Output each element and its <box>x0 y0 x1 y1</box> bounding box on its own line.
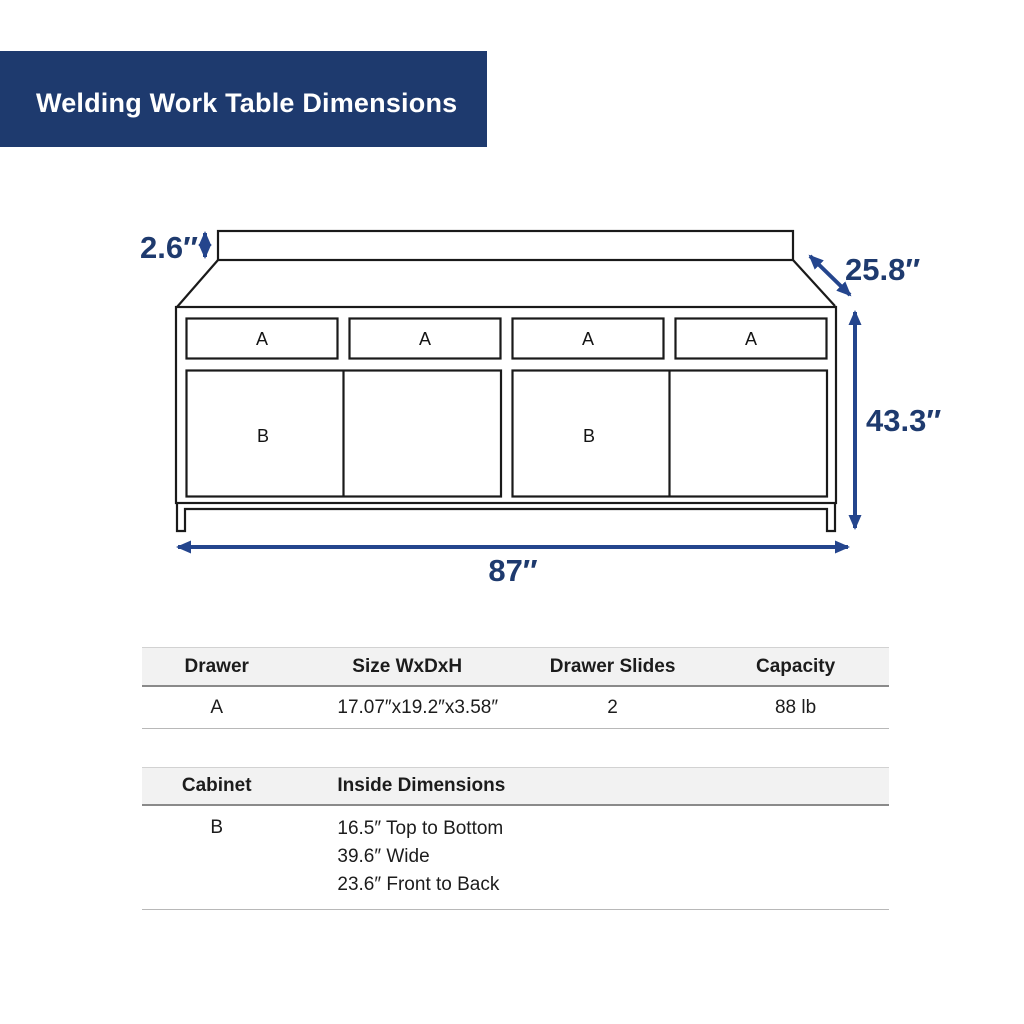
drawer-label-2: A <box>418 329 432 349</box>
cabinet-dim-width: 39.6″ Wide <box>337 846 430 867</box>
cabinet-dimensions-cell <box>291 815 889 899</box>
drawer-id-cell: A <box>210 696 224 718</box>
cabinet-dim-height: 16.5″ Top to Bottom <box>337 818 504 839</box>
drawer-label-4: A <box>744 329 758 349</box>
cabinet-dim-depth: 23.6″ Front to Back <box>337 874 500 895</box>
backsplash <box>218 231 793 260</box>
backsplash-height-label: 2.6″ <box>140 230 198 265</box>
height-label: 43.3″ <box>866 403 942 438</box>
slides-col-header: Drawer Slides <box>549 655 676 677</box>
title-banner <box>0 51 487 147</box>
drawer-col-header: Drawer <box>184 655 249 677</box>
drawer-spec-table <box>142 647 889 729</box>
table-body <box>176 307 836 503</box>
drawer-size-cell: 17.07″x19.2″x3.58″ <box>337 696 499 718</box>
drawer-label-3: A <box>581 329 595 349</box>
drawer-table-row-a <box>142 687 889 729</box>
cabinet-id-cell: B <box>210 817 224 838</box>
cabinet-col-header: Cabinet <box>181 775 252 796</box>
tabletop-left-edge <box>177 260 218 307</box>
depth-label: 25.8″ <box>845 252 921 287</box>
depth-arrow <box>810 256 850 295</box>
capacity-col-header: Capacity <box>755 655 836 677</box>
legs-and-rail <box>177 503 835 531</box>
cabinet-table-header-row <box>142 767 889 806</box>
size-col-header: Size WxDxH <box>352 655 463 677</box>
drawer-label-1: A <box>255 329 269 349</box>
cabinet-label-1: B <box>256 426 270 446</box>
width-label: 87″ <box>488 553 538 588</box>
cabinet-table-row-b <box>142 806 889 910</box>
page-title: Welding Work Table Dimensions <box>36 87 458 118</box>
drawer-table-header-row <box>142 647 889 687</box>
cabinet-spec-table <box>142 767 889 910</box>
work-table-diagram <box>0 200 1024 600</box>
drawer-capacity-cell: 88 lb <box>774 696 817 718</box>
tabletop-right-edge <box>793 260 835 306</box>
cabinet-label-2: B <box>582 426 596 446</box>
drawer-slides-cell: 2 <box>607 696 618 718</box>
inside-dimensions-col-header: Inside Dimensions <box>337 775 506 796</box>
